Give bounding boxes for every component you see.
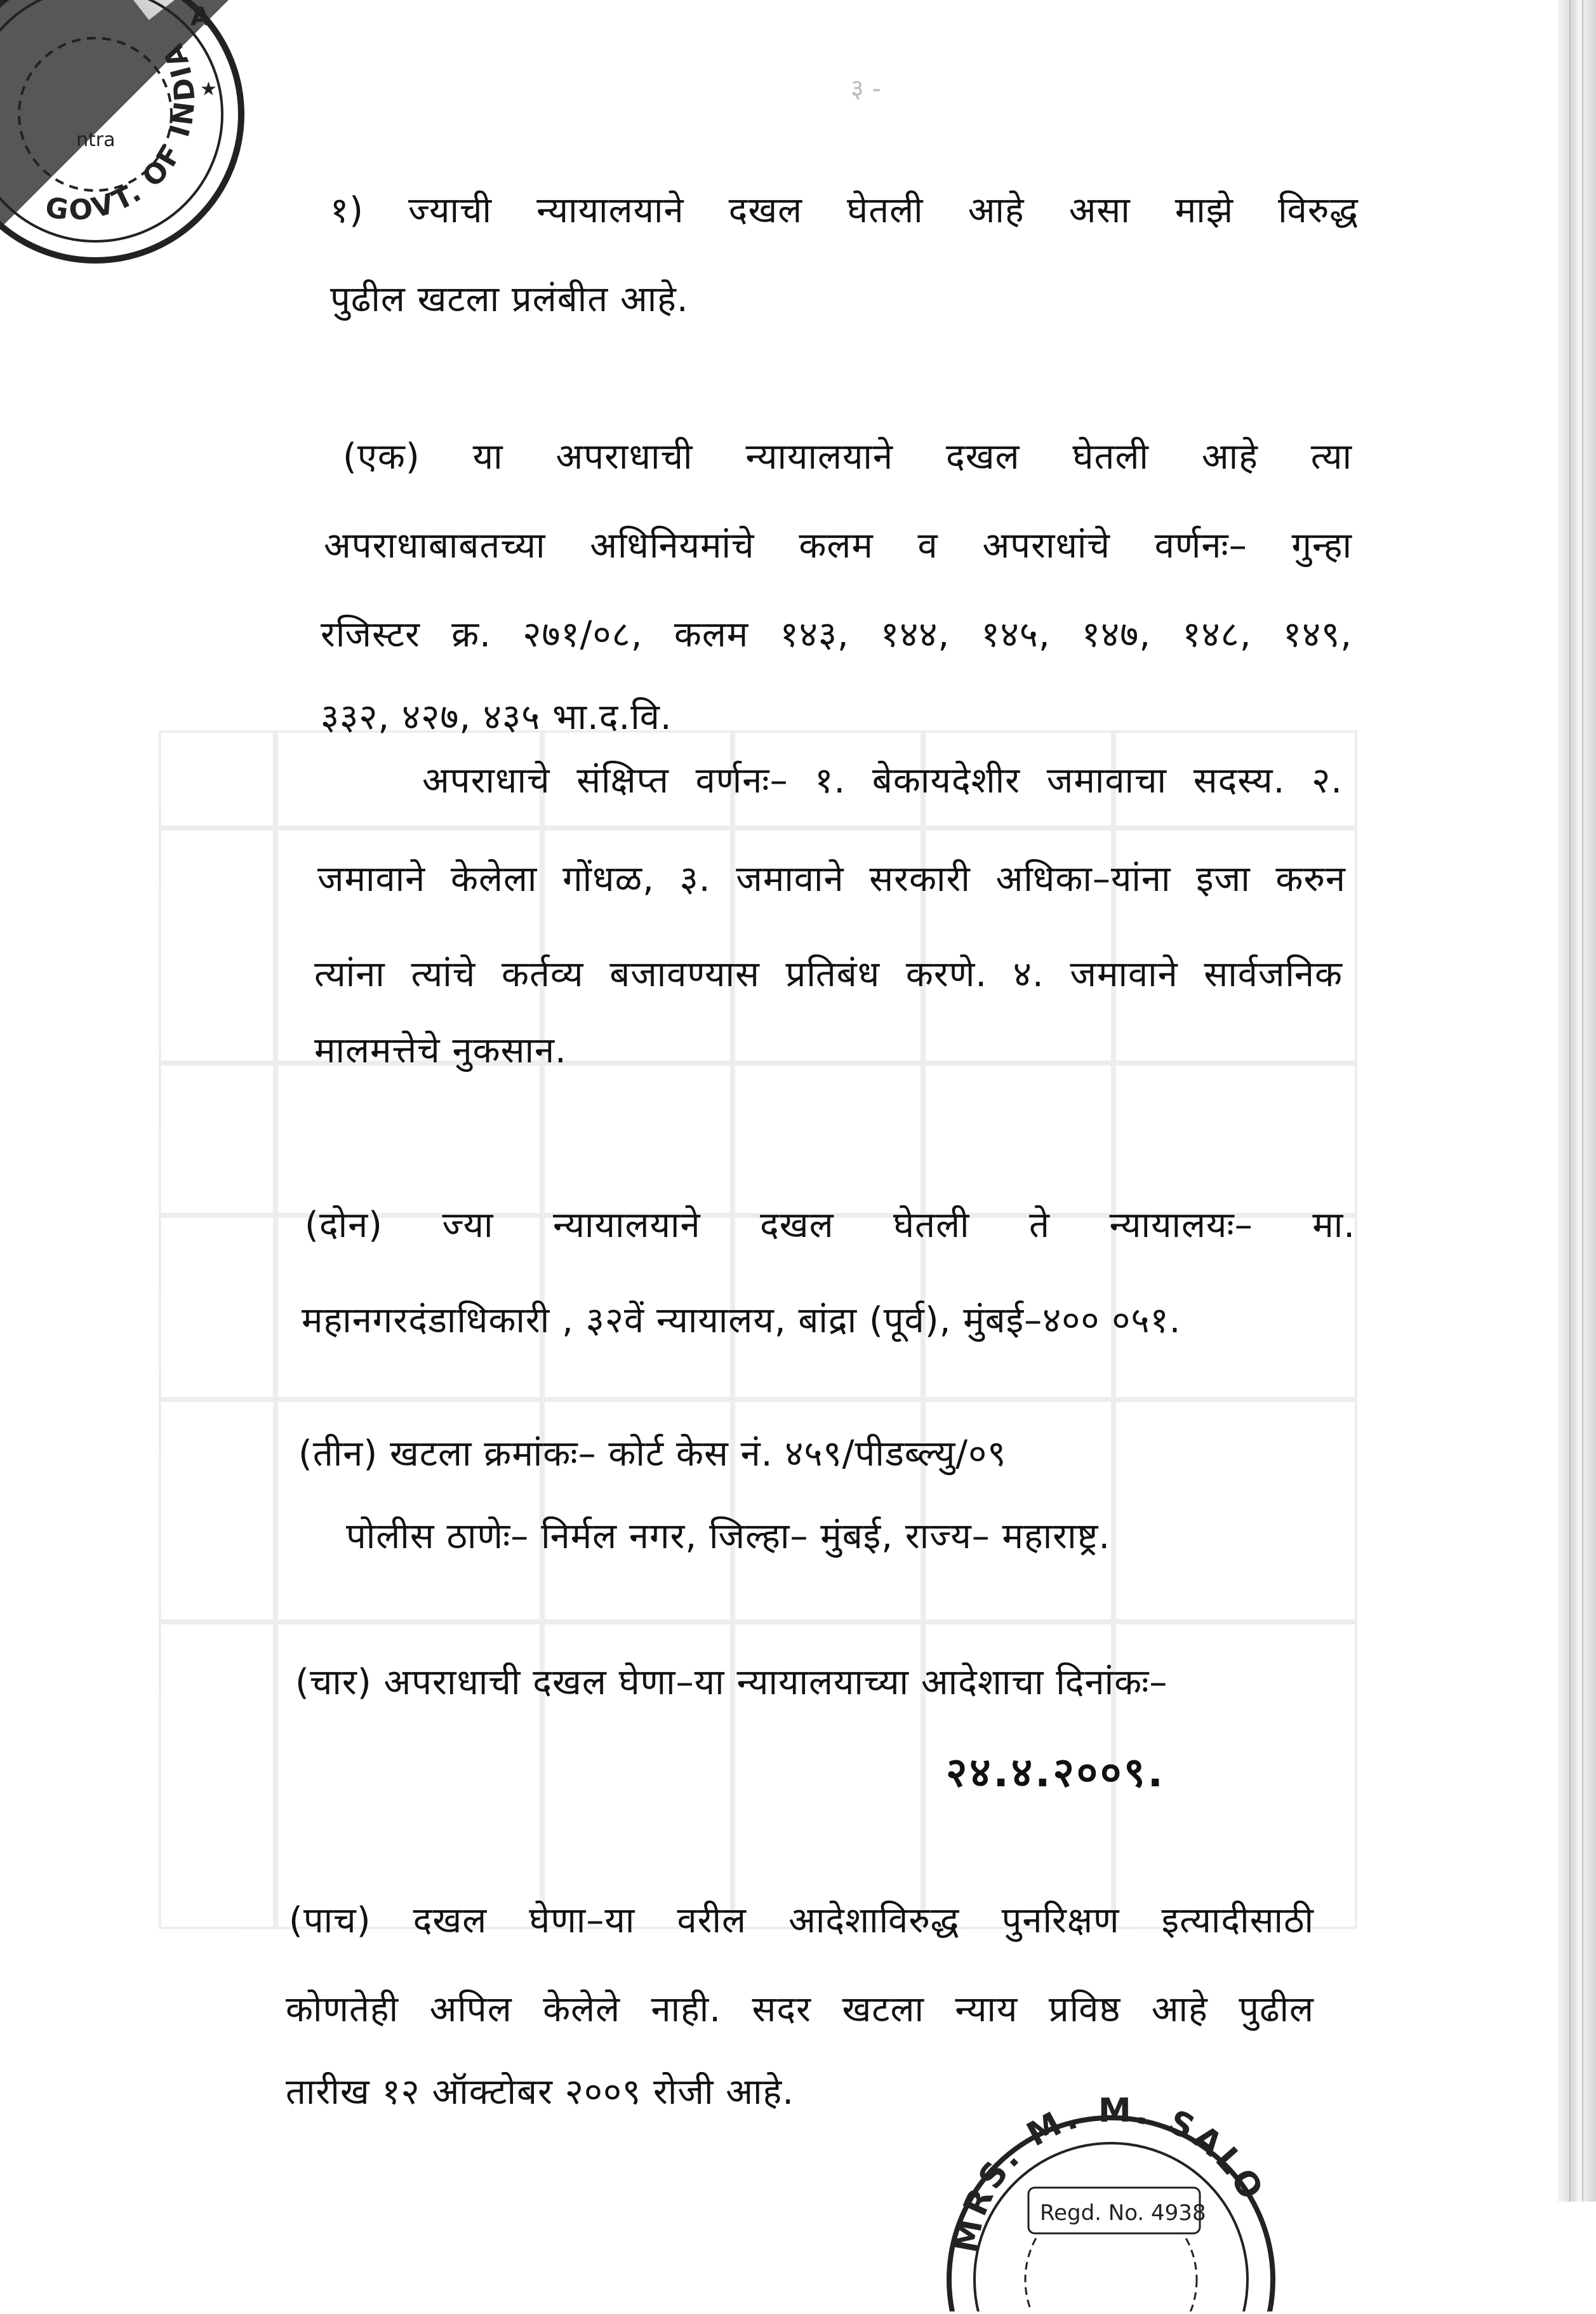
- page-number: ३ -: [851, 74, 881, 104]
- text-line: त्यांना त्यांचे कर्तव्य बजावण्यास प्रतिबंध करणे. ४. जमावाने सार्वजनिक: [314, 954, 1343, 995]
- seal-inner-text: ntra: [76, 129, 116, 151]
- svg-text:GOVT. OF INDIA: [43, 37, 201, 227]
- text-line: ३३२, ४२७, ४३५ भा.द.वि.: [321, 697, 672, 738]
- notary-seal-stamp: [940, 2045, 1282, 2311]
- text-line: तारीख १२ ऑक्टोबर २००९ रोजी आहे.: [286, 2071, 795, 2113]
- text-line: जमावाने केलेला गोंधळ, ३. जमावाने सरकारी अधिका–यांना इजा करुन: [317, 859, 1346, 900]
- text-line: १) ज्याची न्यायालयाने दखल घेतली आहे असा माझे विरुद्ध: [330, 190, 1359, 231]
- page-stack-edge: [1558, 0, 1596, 2202]
- text-line: महानगरदंडाधिकारी , ३२वें न्यायालय, बांद्रा (पूर्व), मुंबई–४०० ०५१.: [302, 1300, 1181, 1341]
- seal-ring-text: GOVT. OF INDIA: [43, 37, 202, 227]
- text-line: (तीन) खटला क्रमांकः– कोर्ट केस नं. ४५९/पीडब्ल्यु/०९: [298, 1433, 1007, 1475]
- text-line: (दोन) ज्या न्यायालयाने दखल घेतली ते न्यायालयः– मा.: [305, 1205, 1355, 1246]
- text-line: (चार) अपराधाची दखल घेणा–या न्यायालयाच्या आदेशाचा दिनांकः–: [295, 1662, 1168, 1703]
- text-line: अपराधाबाबतच्या अधिनियमांचे कलम व अपराधांचे वर्णनः– गुन्हा: [324, 525, 1352, 566]
- seal-letter: A: [190, 3, 210, 32]
- text-line: कोणतेही अपिल केलेले नाही. सदर खटला न्याय प्रविष्ठ आहे पुढील: [286, 1989, 1314, 2030]
- text-line: पुढील खटला प्रलंबीत आहे.: [330, 279, 689, 320]
- order-date: २४.४.२००९.: [946, 1749, 1166, 1796]
- star-icon: ★: [200, 78, 217, 100]
- text-line: (पाच) दखल घेणा–या वरील आदेशाविरुद्ध पुनरिक्षण इत्यादीसाठी: [289, 1900, 1314, 1941]
- text-line: रजिस्टर क्र. २७१/०८, कलम १४३, १४४, १४५, १४७, १४८, १४९,: [321, 614, 1352, 655]
- text-line: (एक) या अपराधाची न्यायालयाने दखल घेतली आहे त्या: [343, 436, 1352, 478]
- notary-reg-number: Regd. No. 4938: [1040, 2200, 1206, 2226]
- government-seal-stamp: [0, 0, 254, 279]
- text-line: मालमत्तेचे नुकसान.: [314, 1030, 567, 1071]
- text-line: अपराधाचे संक्षिप्त वर्णनः– १. बेकायदेशीर जमावाचा सदस्य. २.: [422, 760, 1343, 801]
- text-line: पोलीस ठाणेः– निर्मल नगर, जिल्हा– मुंबई, राज्य– महाराष्ट्र.: [346, 1516, 1111, 1557]
- notary-ring-text: MRS. M. M. SALO: [947, 2091, 1272, 2256]
